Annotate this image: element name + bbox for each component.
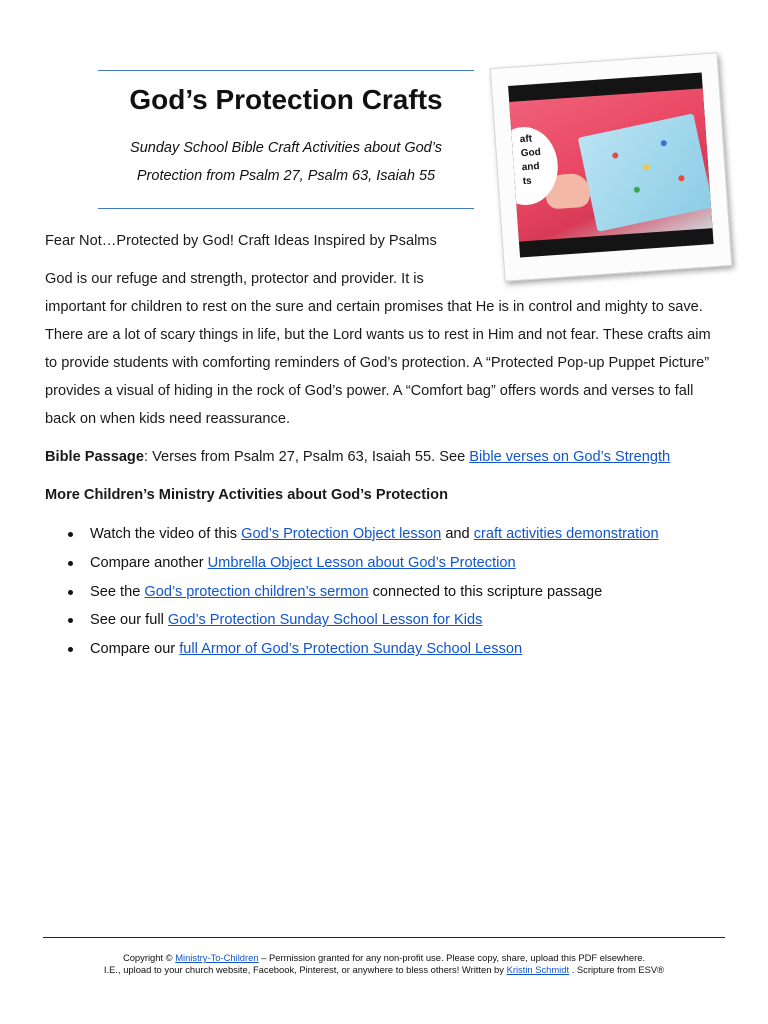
footer-line-1: Copyright © Ministry-To-Children – Permission granted for any non-profit use. Please copy, share, upload this PDF elsewhere. xyxy=(122,952,646,963)
intro-heading: Fear Not…Protected by God! Craft Ideas Inspired by Psalms xyxy=(45,233,437,249)
sunday-school-lesson-link[interactable]: God’s Protection Sunday School Lesson for Kids xyxy=(167,612,483,629)
craft-scene xyxy=(509,88,712,241)
ministry-to-children-link[interactable]: Ministry-To-Children xyxy=(175,952,259,963)
intro-paragraph-line1: God is our refuge and strength, protector and provider. It is xyxy=(45,271,424,287)
video-still xyxy=(508,72,714,257)
subtitle-line-1: Sunday School Bible Craft Activities about God’s xyxy=(130,140,442,156)
list-item: See our full God’s Protection Sunday School Lesson for Kids xyxy=(45,606,659,635)
list-item: Compare our full Armor of God’s Protection Sunday School Lesson xyxy=(45,635,659,664)
page-title: God’s Protection Crafts xyxy=(129,84,443,115)
list-item: See the God’s protection children’s sermon connected to this scripture passage xyxy=(45,578,659,607)
bible-passage-label: Bible Passage xyxy=(45,449,144,465)
intro-paragraph: important for children to rest on the sure and certain promises that He is in control and mighty to save. There are a lot of scary things in life, but the Lord wants us to rest in Him and not fear. These crafts aim to provide students with comforting reminders of God’s protection. A “Protected Pop-up Puppet Picture” provides a visual of hiding in the rock of God’s power. A “Comfort bag” offers words and verses to fall back on when kids need reassurance. xyxy=(45,299,711,427)
footer-line-2: I.E., upload to your church website, Facebook, Pinterest, or anywhere to bless others! Written by Kristin Schmidt . Scripture from ESV® xyxy=(103,964,665,975)
bible-passage xyxy=(45,443,670,471)
object-lesson-link[interactable]: God’s Protection Object lesson xyxy=(241,526,442,542)
armor-of-god-lesson-link[interactable]: full Armor of God’s Protection Sunday School Lesson xyxy=(179,641,523,658)
umbrella-lesson-link[interactable]: Umbrella Object Lesson about God’s Protection xyxy=(207,554,516,571)
more-activities-heading: More Children’s Ministry Activities about God’s Protection xyxy=(45,487,449,503)
childrens-sermon-link[interactable]: God’s protection children’s sermon xyxy=(144,583,369,600)
bible-verses-link[interactable]: Bible verses on God’s Strength xyxy=(469,449,671,465)
list-item: Compare another Umbrella Object Lesson about God’s Protection xyxy=(45,549,659,578)
author-link[interactable]: Kristin Schmidt xyxy=(506,964,570,975)
footer xyxy=(43,952,725,976)
craft-box xyxy=(578,113,713,231)
bible-passage-text: : Verses from Psalm 27, Psalm 63, Isaiah 55. See xyxy=(143,449,470,465)
list-item: Watch the video of this God’s Protection Object lesson and craft activities demonstration xyxy=(45,520,659,549)
caption-bubble: aft God and ts xyxy=(509,125,560,207)
craft-demo-link[interactable]: craft activities demonstration xyxy=(473,526,659,542)
header-top-rule xyxy=(98,70,474,71)
header-bottom-rule xyxy=(98,208,474,209)
page-subtitle xyxy=(98,134,474,190)
craft-photo xyxy=(490,52,732,281)
activities-list xyxy=(45,520,659,664)
subtitle-line-2: Protection from Psalm 27, Psalm 63, Isaiah 55 xyxy=(136,168,436,184)
footer-rule xyxy=(43,937,725,938)
